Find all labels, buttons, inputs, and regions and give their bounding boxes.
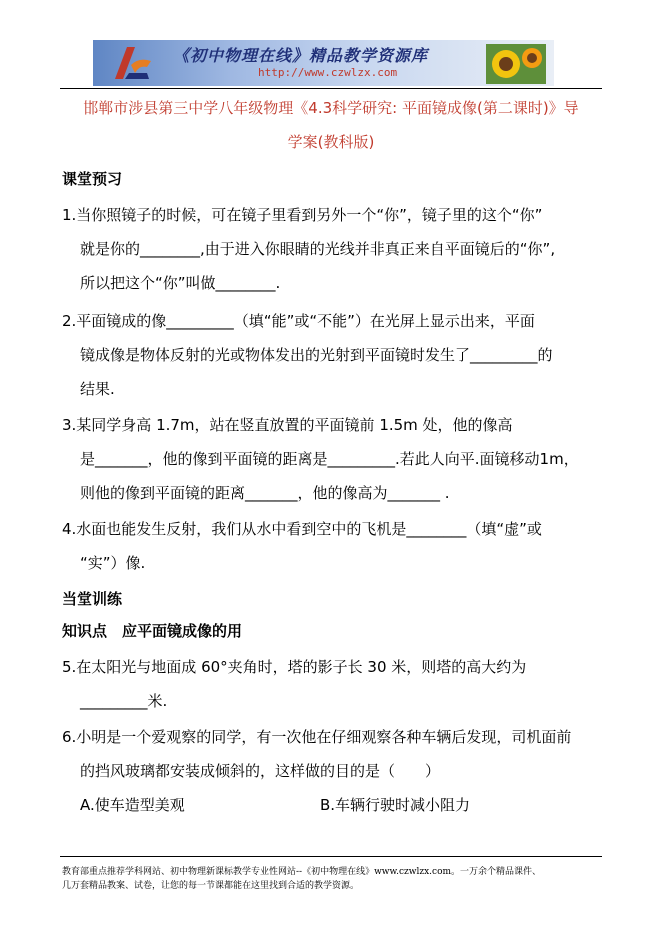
footer-line2: 几万套精品教案、试卷，让您的每一节课都能在这里找到合适的教学资源。: [62, 881, 360, 891]
page-title-line1: 邯郸市涉县第三中学八年级物理《4.3科学研究: 平面镜成像(第二课时)》导: [83, 99, 579, 117]
footer-divider: [60, 856, 602, 857]
banner-title: 《初中物理在线》精品教学资源库: [173, 46, 429, 65]
q6-line1: 6.小明是一个爱观察的同学，有一次他在仔细观察各种车辆后发现，司机面前: [62, 728, 572, 746]
logo-icon: [113, 45, 153, 81]
knowledge-point-heading: 知识点 应平面镜成像的用: [62, 622, 243, 640]
q1-line3: 所以把这个“你”叫做________.: [80, 274, 281, 292]
q2-line3: 结果.: [80, 380, 115, 398]
section-training-heading: 当堂训练: [62, 590, 123, 608]
q5-line2: _________米.: [80, 692, 168, 710]
q2-line2: 镜成像是物体反射的光或物体发出的光射到平面镜时发生了_________的: [80, 346, 553, 364]
q4-line2: “实”）像.: [80, 554, 146, 572]
header-divider: [60, 88, 602, 89]
q4-line1: 4.水面也能发生反射，我们从水中看到空中的飞机是________（填“虚”或: [62, 520, 542, 538]
q3-line1: 3.某同学身高 1.7m，站在竖直放置的平面镜前 1.5m 处，他的像高: [62, 416, 513, 434]
q3-line2: 是_______，他的像到平面镜的距离是_________.若此人向平.面镜移动1m，: [80, 450, 579, 468]
page-title-line2: 学案(教科版): [287, 133, 375, 151]
sunflower-image: [486, 44, 546, 84]
q6-option-b: B.车辆行驶时减小阻力: [320, 796, 471, 814]
q1-line2: 就是你的________,由于进入你眼睛的光线并非真正来自平面镜后的“你”,: [80, 240, 556, 258]
q5-line1: 5.在太阳光与地面成 60°夹角时，塔的影子长 30 米，则塔的高大约为: [62, 658, 527, 676]
q2-line1: 2.平面镜成的像_________（填“能”或“不能”）在光屏上显示出来，平面: [62, 312, 535, 330]
q3-line3: 则他的像到平面镜的距离_______，他的像高为_______ .: [80, 484, 450, 502]
header-banner: [93, 40, 554, 86]
q1-line1: 1.当你照镜子的时候，可在镜子里看到另外一个“你”，镜子里的这个“你”: [62, 206, 543, 224]
banner-url: http://www.czwlzx.com: [258, 66, 398, 79]
q6-line2: 的挡风玻璃都安装成倾斜的，这样做的目的是（ ）: [80, 762, 441, 780]
section-preview-heading: 课堂预习: [62, 170, 123, 188]
footer-line1: 教育部重点推荐学科网站、初中物理新课标教学专业性网站--《初中物理在线》www.czwlzx.com。一万余个精品课件、: [62, 867, 542, 877]
q6-option-a: A.使车造型美观: [80, 796, 185, 814]
